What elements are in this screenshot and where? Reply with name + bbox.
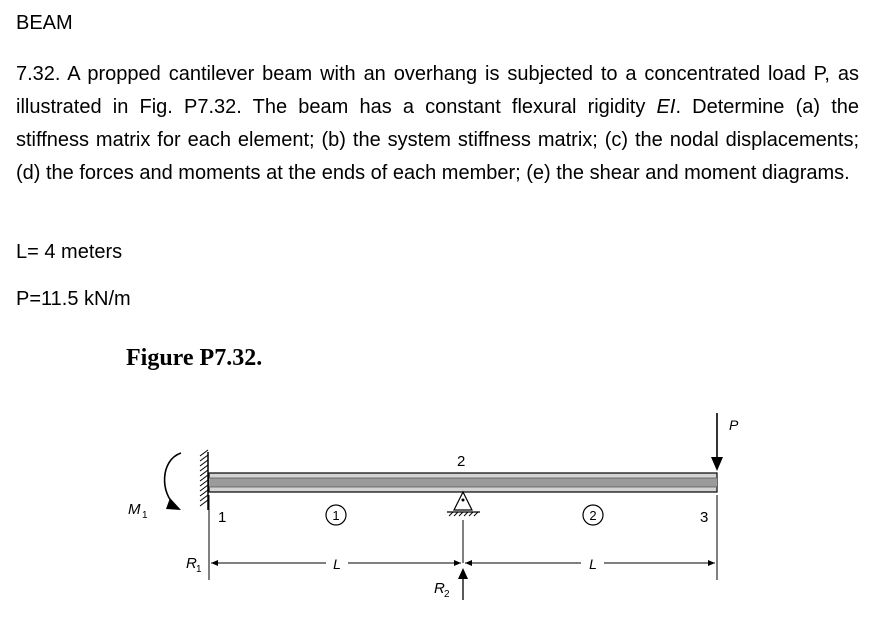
given-length: L= 4 meters bbox=[16, 241, 123, 263]
heading: BEAM bbox=[16, 12, 73, 34]
reaction-2-label: R bbox=[434, 580, 445, 597]
problem-text-part2: . Determine (a) the stiffness matrix for each element; (b) the system stiffness matrix; (c) the nodal displacements; (d) the forces and moments at the ends of each member; (e) the shear and moment diagrams. bbox=[16, 96, 859, 184]
fixed-wall-icon bbox=[200, 450, 208, 510]
span-2-label: L bbox=[589, 556, 597, 572]
reaction-1-label: R bbox=[186, 555, 197, 572]
reaction-2-arrow-icon bbox=[458, 568, 468, 600]
element-1-marker bbox=[326, 505, 346, 525]
rigidity-symbol: EI bbox=[656, 96, 676, 118]
reaction-2-subscript: 2 bbox=[444, 589, 450, 600]
moment-arrow-icon bbox=[165, 453, 181, 510]
pin-support-icon bbox=[447, 492, 480, 516]
element-2-marker bbox=[583, 505, 603, 525]
load-arrow-icon bbox=[711, 413, 723, 471]
problem-text-part1: 7.32. A propped cantilever beam with an overhang is subjected to a concentrated load P, as illustrated in Fig. P7.32. The beam has a constant flexural rigidity bbox=[16, 63, 859, 118]
node-1-label: 1 bbox=[218, 509, 227, 526]
node-2-label: 2 bbox=[457, 453, 466, 470]
beam bbox=[209, 473, 717, 492]
reaction-1-subscript: 1 bbox=[196, 564, 202, 575]
element-2-label: 2 bbox=[589, 508, 597, 523]
dimension-lines bbox=[209, 495, 717, 580]
moment-subscript: 1 bbox=[142, 510, 148, 521]
given-load: P=11.5 kN/m bbox=[16, 288, 131, 310]
load-label: P bbox=[729, 417, 739, 433]
figure-title: Figure P7.32. bbox=[126, 345, 263, 371]
moment-label: M bbox=[128, 501, 141, 518]
element-1-label: 1 bbox=[332, 508, 340, 523]
span-1-label: L bbox=[333, 556, 341, 572]
node-3-label: 3 bbox=[700, 509, 709, 526]
